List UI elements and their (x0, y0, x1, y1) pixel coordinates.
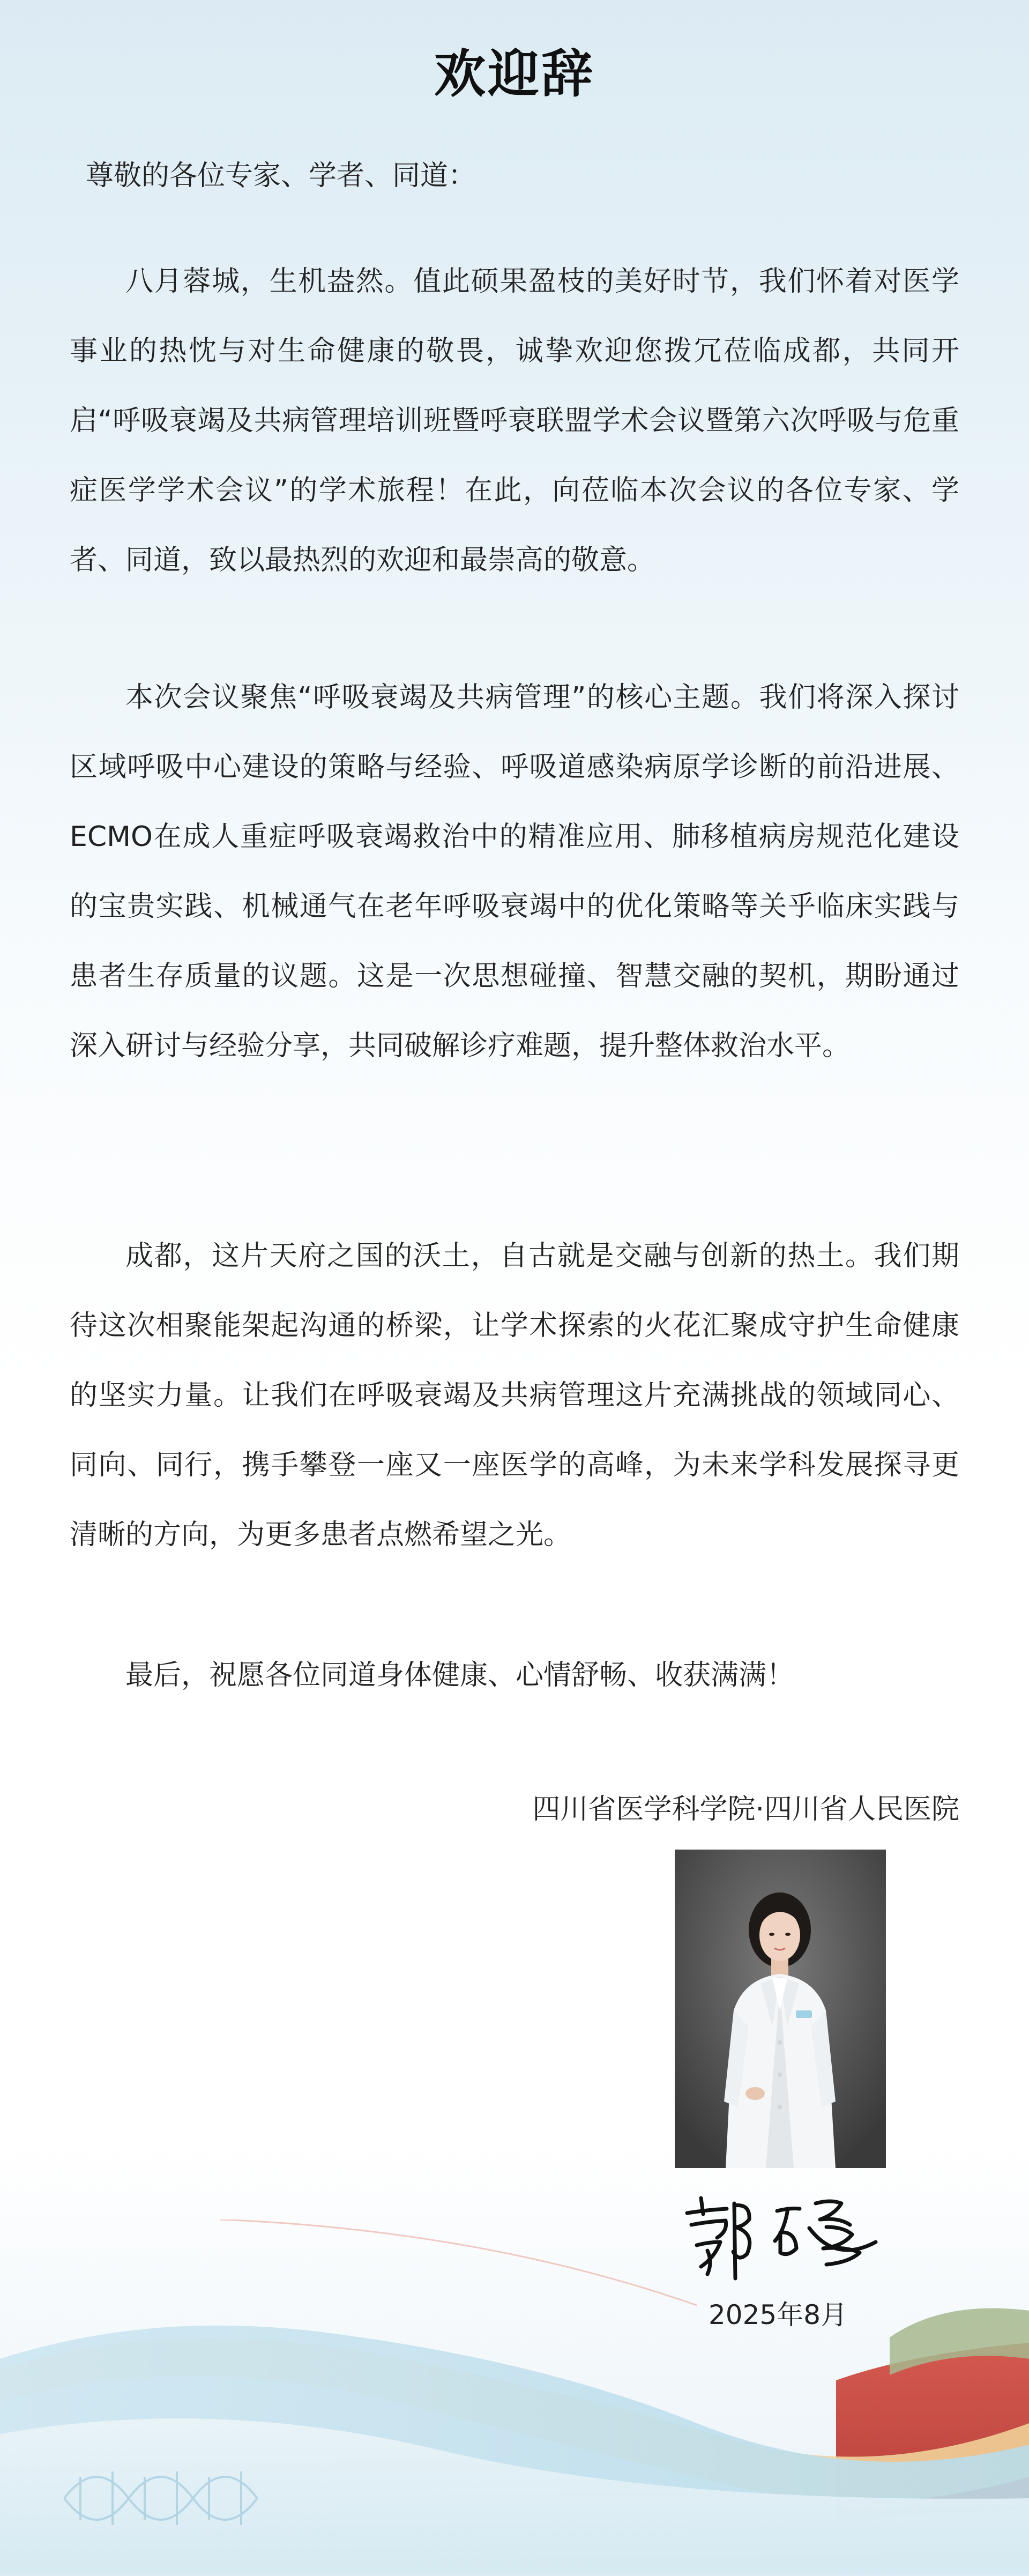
salutation: 尊敬的各位专家、学者、同道： (86, 160, 476, 192)
letter-date: 2025年8月 (709, 2299, 848, 2330)
portrait-illustration (675, 1850, 886, 2168)
organization-name: 四川省医学科学院·四川省人民医院 (532, 1793, 959, 1825)
paragraph-4: 最后，祝愿各位同道身体健康、心情舒畅、收获满满！ (125, 1659, 795, 1691)
paragraph-2: 本次会议聚焦“呼吸衰竭及共病管理”的核心主题。我们将深入探讨区域呼吸中心建设的策略与经验、呼吸道感染病原学诊断的前沿进展、ECMO在成人重症呼吸衰竭救治中的精准应用、肺移植病房规范化建设的宝贵实践、机械通气在老年呼吸衰竭中的优化策略等关乎临床实践与患者生存质量的议题。这是一次思想碰撞、智慧交融的契机，期盼通过深入研讨与经验分享，共同破解诊疗难题，提升整体救治水平。 (70, 681, 959, 1062)
footer-wave-illustration (0, 2219, 1029, 2574)
author-portrait-photo (675, 1850, 886, 2168)
decorative-footer-waves (0, 2219, 1029, 2574)
paragraph-3: 成都，这片天府之国的沃土，自古就是交融与创新的热土。我们期待这次相聚能架起沟通的桥梁，让学术探索的火花汇聚成守护生命健康的坚实力量。让我们在呼吸衰竭及共病管理这片充满挑战的领域同心、同向、同行，携手攀登一座又一座医学的高峰，为未来学科发展探寻更清晰的方向，为更多患者点燃希望之光。 (70, 1240, 959, 1551)
paragraph-1: 八月蓉城，生机盎然。值此硕果盈枝的美好时节，我们怀着对医学事业的热忱与对生命健康的敬畏，诚挚欢迎您拨冗莅临成都，共同开启“呼吸衰竭及共病管理培训班暨呼衰联盟学术会议暨第六次呼吸与危重症医学学术会议”的学术旅程！在此，向莅临本次会议的各位专家、学者、同道，致以最热烈的欢迎和最崇高的敬意。 (70, 265, 959, 576)
page-title: 欢迎辞 (434, 44, 595, 104)
